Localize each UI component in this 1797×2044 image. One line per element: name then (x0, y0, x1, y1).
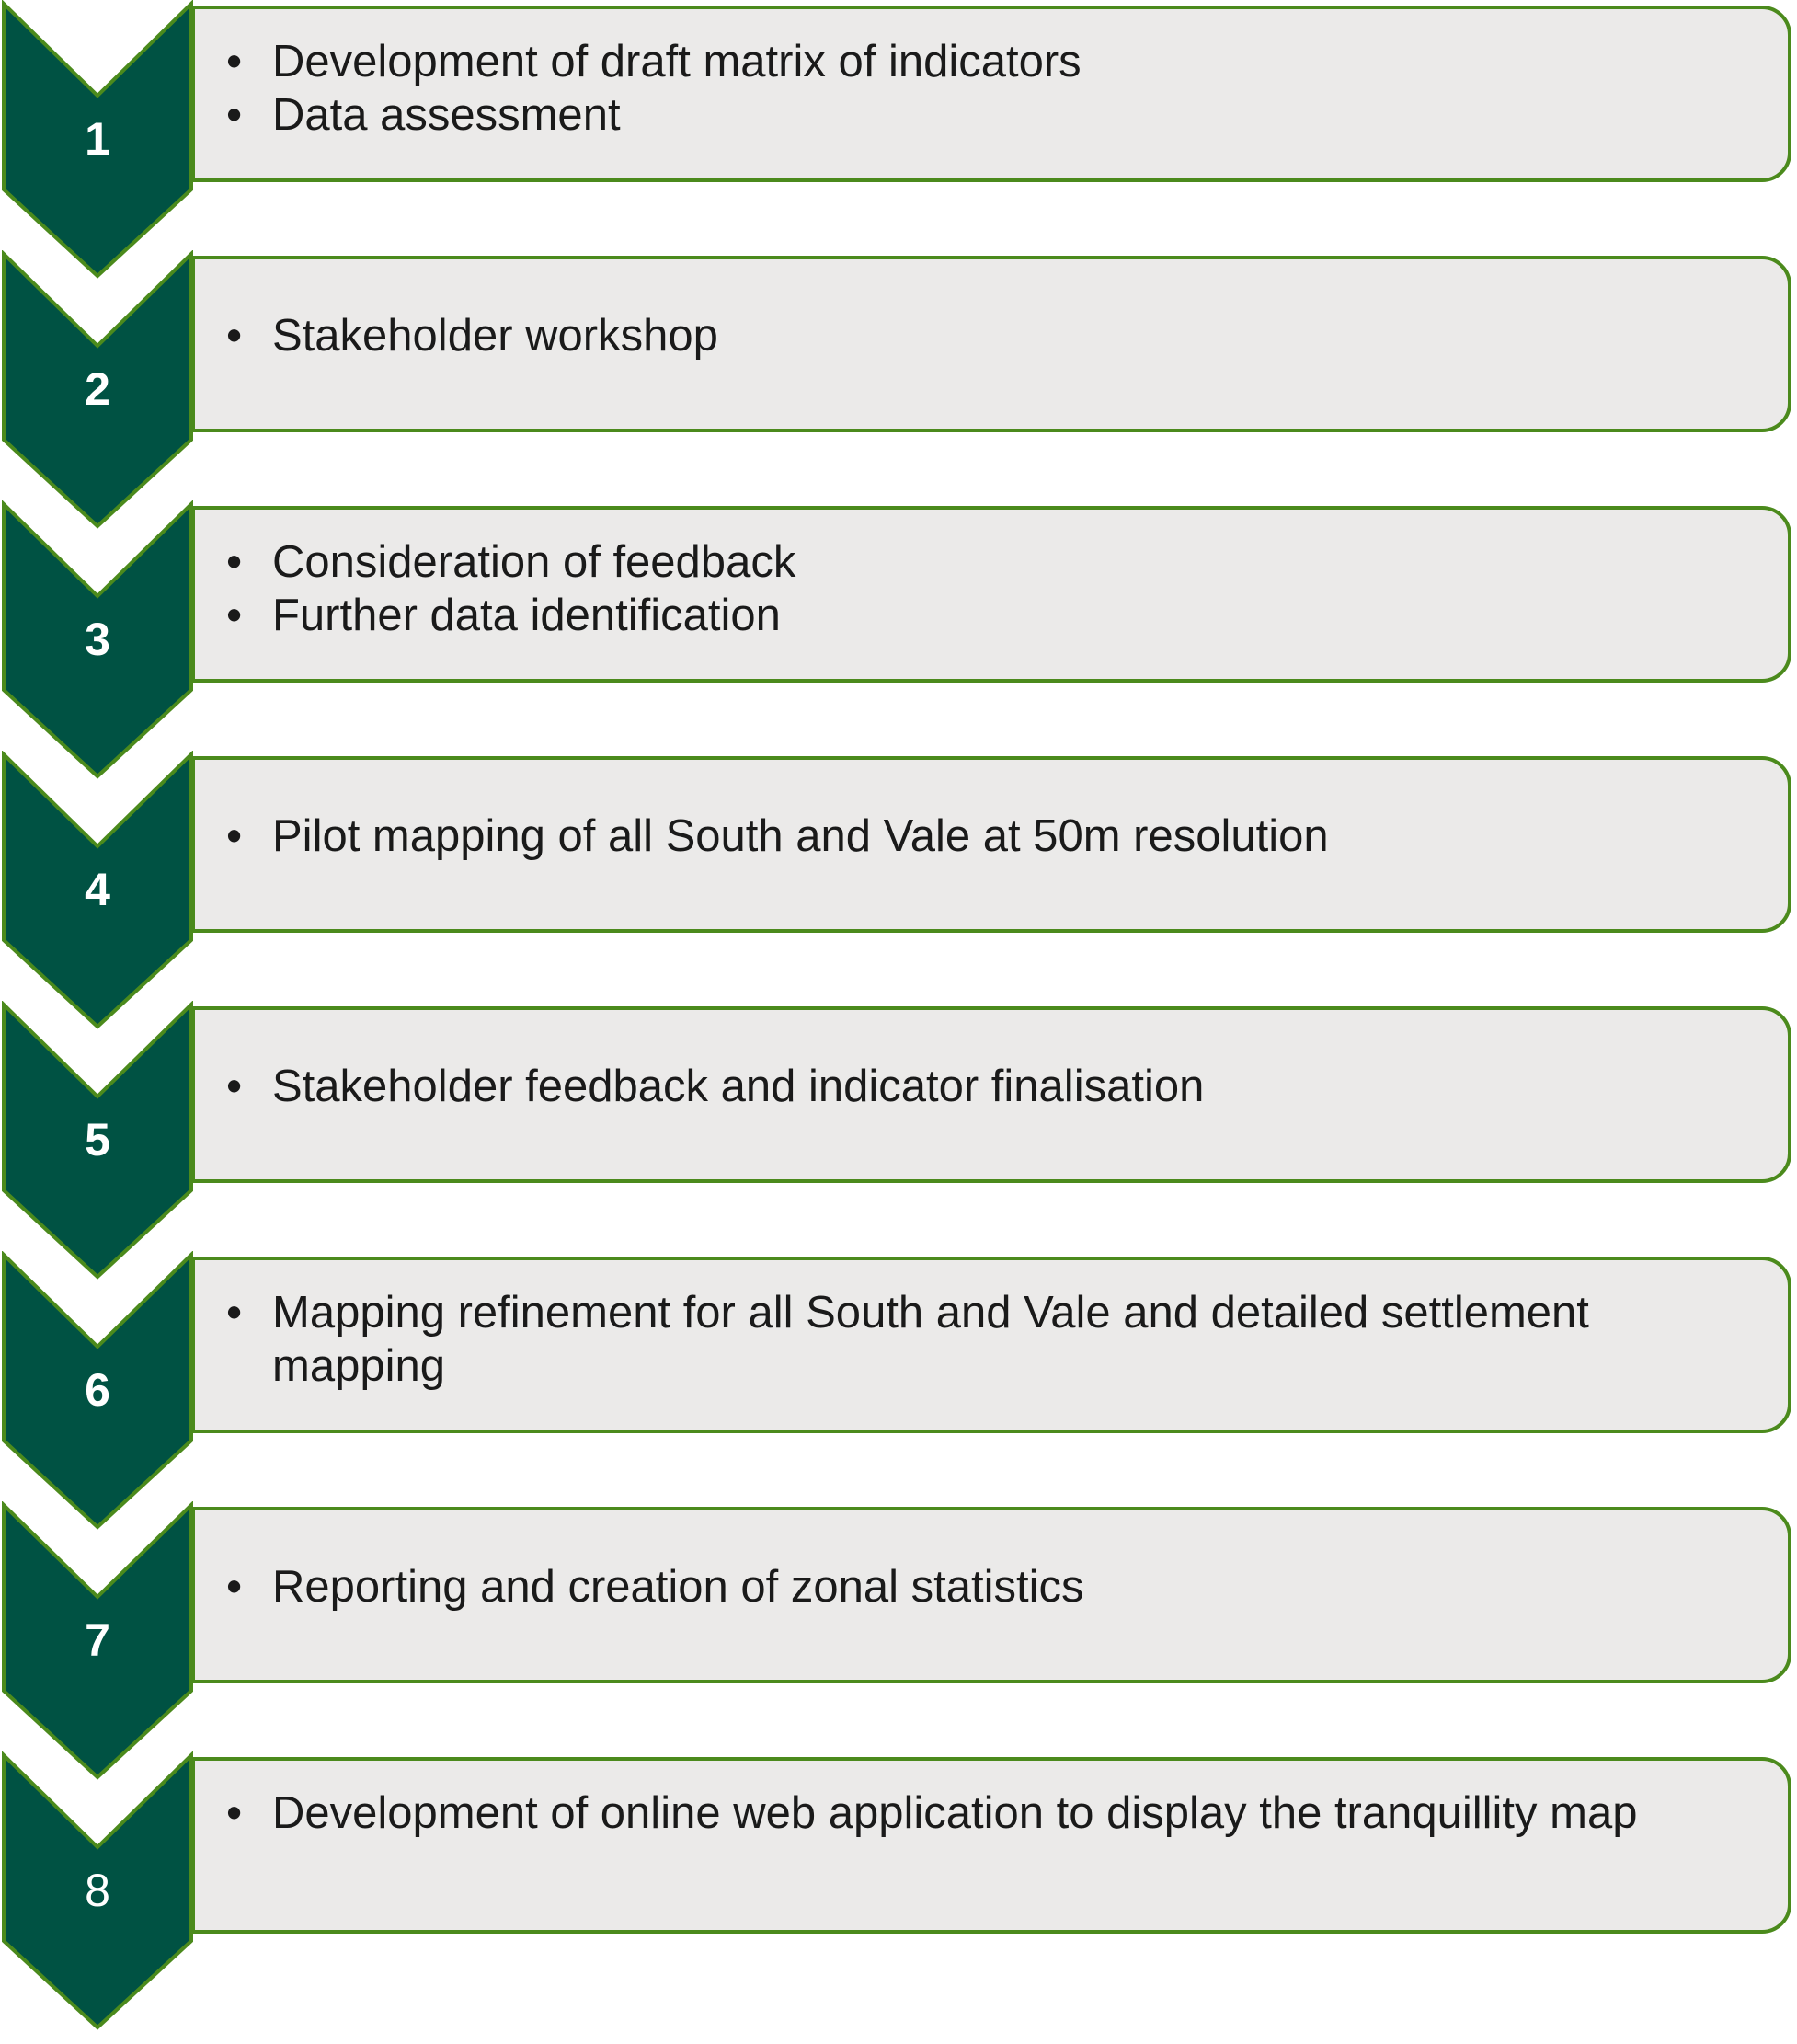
step-number: 5 (85, 1114, 110, 1166)
step-number: 6 (85, 1364, 110, 1416)
step-box-5 (191, 1006, 1791, 1183)
step-bullet-item: • Reporting and creation of zonal statistics (221, 1560, 1766, 1613)
step-bullet-list (221, 535, 1766, 642)
step-box-2 (191, 256, 1791, 432)
step-chevron-2 (0, 250, 195, 532)
step-box-6 (191, 1257, 1791, 1433)
step-bullet-item: • Stakeholder workshop (221, 309, 1766, 362)
step-box-1 (191, 6, 1791, 182)
step-bullet-item: • Data assessment (221, 88, 1766, 142)
step-box-3 (191, 506, 1791, 683)
step-bullet-list (221, 35, 1766, 142)
step-chevron-3 (0, 500, 195, 782)
step-bullet-item: • Stakeholder feedback and indicator finalisation (221, 1060, 1766, 1113)
step-number: 7 (85, 1614, 110, 1666)
step-bullet-item: • Development of online web application to display the tranquillity map (221, 1786, 1766, 1840)
step-bullet-list (221, 1286, 1766, 1393)
step-box-4 (191, 756, 1791, 933)
step-number: 1 (85, 113, 110, 165)
step-box-7 (191, 1507, 1791, 1683)
step-bullet-list (221, 1560, 1766, 1613)
step-bullet-item: • Consideration of feedback (221, 535, 1766, 589)
step-chevron-7 (0, 1501, 195, 1783)
step-chevron-1 (0, 0, 195, 281)
step-bullet-item: • Pilot mapping of all South and Vale at 50m resolution (221, 810, 1766, 863)
step-bullet-item: • Mapping refinement for all South and Vale and detailed settlement mapping (221, 1286, 1766, 1393)
step-chevron-6 (0, 1251, 195, 1533)
step-number: 2 (85, 363, 110, 415)
step-number: 8 (85, 1865, 110, 1916)
step-number: 4 (85, 864, 110, 915)
step-bullet-list (221, 810, 1766, 863)
step-bullet-list (221, 1060, 1766, 1113)
step-chevron-8 (0, 1751, 195, 2033)
step-bullet-list (221, 309, 1766, 362)
step-number: 3 (85, 614, 110, 665)
step-box-8 (191, 1757, 1791, 1934)
step-chevron-5 (0, 1001, 195, 1282)
step-bullet-item: • Further data identification (221, 589, 1766, 642)
step-bullet-list (221, 1786, 1766, 1840)
step-chevron-4 (0, 751, 195, 1032)
step-bullet-item: • Development of draft matrix of indicators (221, 35, 1766, 88)
